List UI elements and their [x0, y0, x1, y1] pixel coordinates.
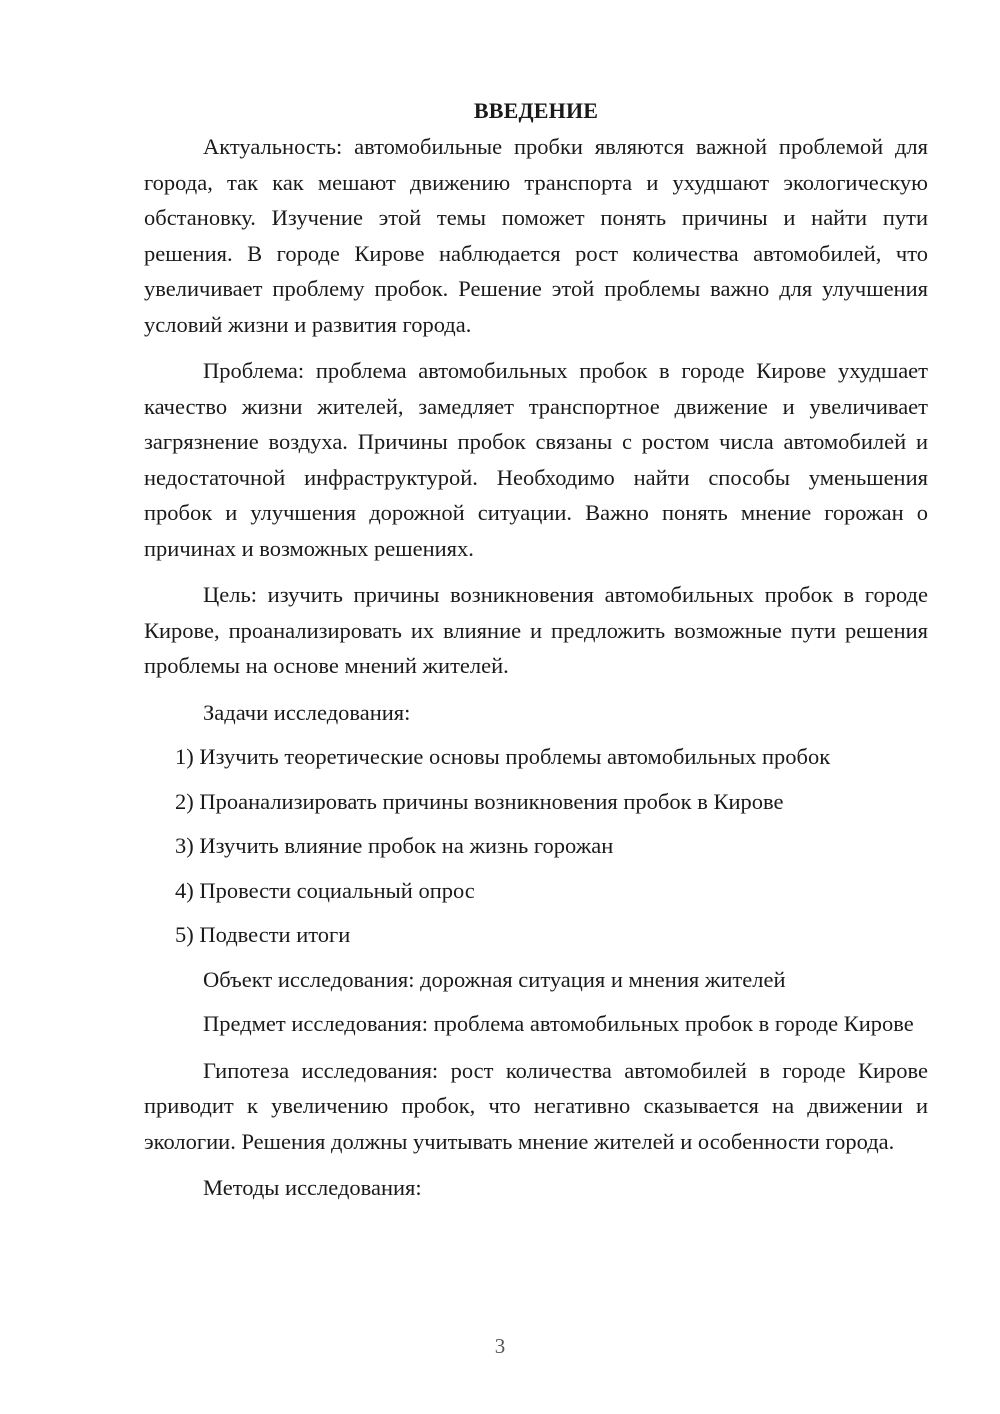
task-item: 1) Изучить теоретические основы проблемы автомобильных пробок	[175, 744, 831, 769]
goal-paragraph: Цель: изучить причины возникновения автомобильных пробок в городе Кирове, проанализировать их влияние и предложить возможные пути решения проблемы на основе мнений жителей.	[144, 582, 928, 678]
task-item: 5) Подвести итоги	[175, 922, 351, 947]
relevance-paragraph: Актуальность: автомобильные пробки являются важной проблемой для города, так как мешают движению транспорта и ухудшают экологическую обстановку. Изучение этой темы поможет понять причины и найти пути решения. В городе Кирове наблюдается рост количества автомобилей, что увеличивает проблему пробок. Решение этой проблемы важно для улучшения условий жизни и развития города.	[144, 134, 928, 337]
tasks-heading: Задачи исследования:	[203, 699, 411, 725]
page-number: 3	[494, 1334, 506, 1358]
task-item: 4) Провести социальный опрос	[175, 877, 475, 903]
section-title: ВВЕДЕНИЕ	[473, 98, 599, 123]
task-item: 3) Изучить влияние пробок на жизнь горожан	[175, 833, 614, 858]
methods-heading: Методы исследования:	[203, 1175, 422, 1200]
object-paragraph: Объект исследования: дорожная ситуация и мнения жителей	[203, 966, 786, 992]
task-item: 2) Проанализировать причины возникновения пробок в Кирове	[175, 788, 784, 814]
document-page	[144, 93, 928, 1206]
hypothesis-paragraph: Гипотеза исследования: рост количества автомобилей в городе Кирове приводит к увеличению пробок, что негативно сказывается на движении и экологии. Решения должны учитывать мнение жителей и особенности города.	[144, 1057, 928, 1154]
subject-paragraph: Предмет исследования: проблема автомобильных пробок в городе Кирове	[203, 1011, 914, 1036]
problem-paragraph: Проблема: проблема автомобильных пробок в городе Кирове ухудшает качество жизни жителей, замедляет транспортное движение и увеличивает загрязнение воздуха. Причины пробок связаны с ростом числа автомобилей и недостаточной инфраструктурой. Необходимо найти способы уменьшения пробок и улучшения дорожной ситуации. Важно понять мнение горожан о причинах и возможных решениях.	[144, 358, 928, 561]
